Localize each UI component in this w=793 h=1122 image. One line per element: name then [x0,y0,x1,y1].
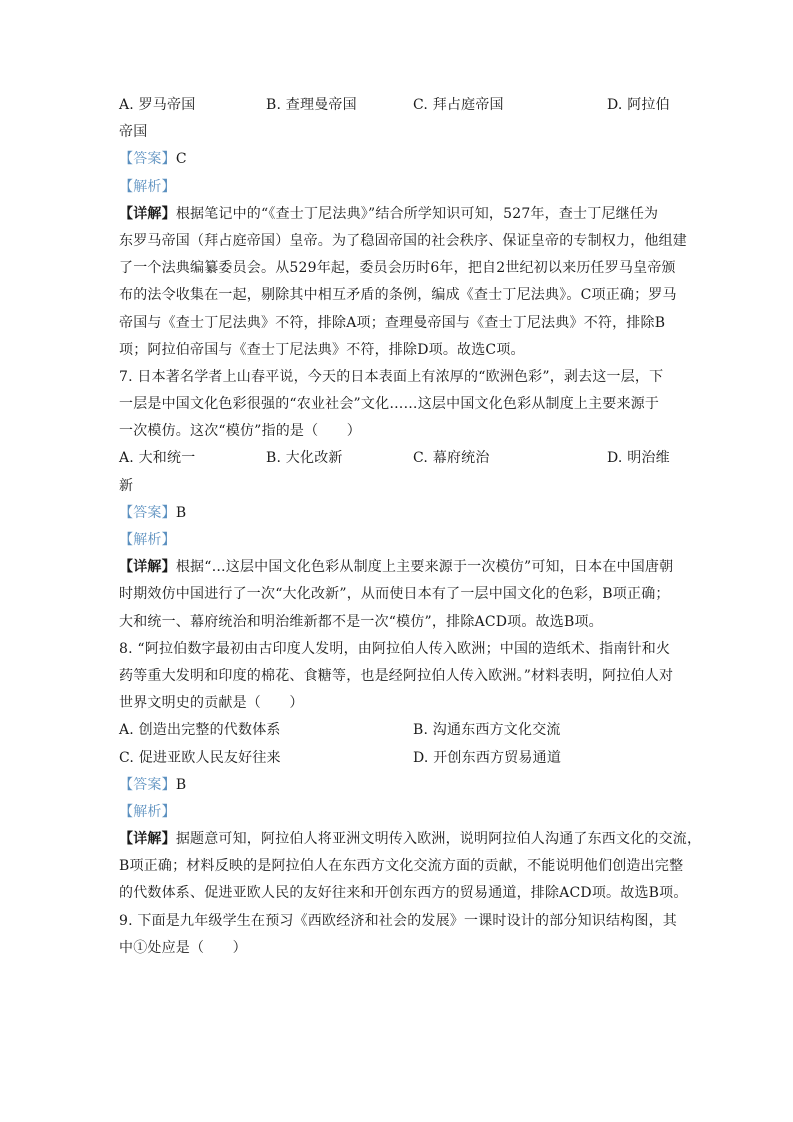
q6-option-b: B. 查理曼帝国 [266,97,357,113]
q6-detail-line: 东罗马帝国（拜占庭帝国）皇帝。为了稳固帝国的社会秩序、保证皇帝的专制权力，他组建 [119,232,687,249]
q8-detail-line: B项正确；材料反映的是阿拉伯人在东西方文化交流方面的贡献，不能说明他们创造出完整 [119,858,684,875]
q8-question-line: 药等重大发明和印度的棉花、食糖等，也是经阿拉伯人传入欧洲。”材料表明，阿拉伯人对 [119,667,674,684]
document-page [119,92,702,962]
answer-value: C [175,151,187,168]
q6-detail-line: 项；阿拉伯帝国与《查士丁尼法典》不符，排除D项。故选C项。 [119,341,525,358]
q7-detail-line: 时期效仿中国进行了一次“大化改新”，从而使日本有了一层中国文化的色彩，B项正确； [119,586,670,603]
q7-detail-line: 大和统一、幕府统治和明治维新都不是一次“模仿”，排除ACD项。故选B项。 [119,613,603,630]
detail-label: 【详解】 [119,205,176,222]
q6-option-d: D. 阿拉伯 [607,97,670,113]
q6-options [119,92,679,119]
q8-options-row-1 [119,717,679,744]
q8-detail-line: 的代数体系、促进亚欧人民的友好往来和开创东西方的贸易通道，排除ACD项。故选B项。 [119,885,688,902]
q6-detail-line: 了一个法典编纂委员会。从529年起，委员会历时6年，把自2世纪初以来历任罗马皇帝颁 [119,260,676,277]
q7-option-c: C. 幕府统治 [413,450,490,467]
answer-label: 【答案】 [119,504,176,521]
q6-option-wrap: 帝国 [119,124,148,141]
q7-question-line: 一层是中国文化色彩很强的“农业社会”文化……这层中国文化色彩从制度上主要来源于 [119,396,660,413]
q6-option-c: C. 拜占庭帝国 [413,97,504,113]
q7-question-line: 一次模仿。这次“模仿”指的是（ ） [119,423,361,440]
q8-option-b: B. 沟通东西方文化交流 [413,722,561,739]
q6-option-a: A. 罗马帝国 [119,97,196,113]
answer-label: 【答案】 [119,151,176,168]
q6-detail-line: 布的法令收集在一起，剔除其中相互矛盾的条例，编成《查士丁尼法典》。C项正确；罗马 [119,287,677,304]
q7-option-b: B. 大化改新 [266,450,343,467]
q8-question-line: 世界文明史的贡献是（ ） [119,695,304,712]
q9-question-line: 9. 下面是九年级学生在预习《西欧经济和社会的发展》一课时设计的部分知识结构图，其 [119,912,678,929]
q7-option-a: A. 大和统一 [119,450,196,467]
q6-answer [119,146,679,173]
answer-label: 【答案】 [119,776,176,793]
q7-option-wrap: 新 [119,477,134,494]
detail-label: 【详解】 [119,559,176,576]
q9-question-line: 中①处应是（ ） [119,939,247,956]
q8-option-d: D. 开创东西方贸易通道 [413,749,562,766]
q7-question-line: 7. 日本著名学者上山春平说，今天的日本表面上有浓厚的“欧洲色彩”，剥去这一层，下 [119,368,664,385]
q8-analysis-label: 【解析】 [119,803,176,820]
answer-value: B [175,776,187,793]
q8-question-line: 8. “阿拉伯数字最初由古印度人发明，由阿拉伯人传入欧洲；中国的造纸术、指南针和火 [119,640,671,657]
q8-options-row-2 [119,745,679,772]
q8-option-a: A. 创造出完整的代数体系 [119,722,281,739]
q7-detail-line: 【详解】根据“…这层中国文化色彩从制度上主要来源于一次模仿”可知，日本在中国唐朝 [119,559,674,576]
q6-detail-line: 帝国与《查士丁尼法典》不符，排除A项；查理曼帝国与《查士丁尼法典》不符，排除B [119,314,666,331]
q8-option-c: C. 促进亚欧人民友好往来 [119,749,281,766]
answer-value: B [175,504,187,521]
q8-detail-line: 【详解】据题意可知，阿拉伯人将亚洲文明传入欧洲，说明阿拉伯人沟通了东西文化的交流， [119,831,702,848]
q7-analysis-label: 【解析】 [119,532,176,548]
q6-analysis-label: 【解析】 [119,178,176,195]
q6-detail-line: 【详解】根据笔记中的“《查士丁尼法典》”结合所学知识可知，527年，查士丁尼继任为 [119,205,659,222]
q7-option-d: D. 明治维 [607,450,670,467]
q7-options [119,445,679,472]
q8-answer [119,772,679,799]
detail-label: 【详解】 [119,831,176,848]
q7-answer [119,500,679,527]
